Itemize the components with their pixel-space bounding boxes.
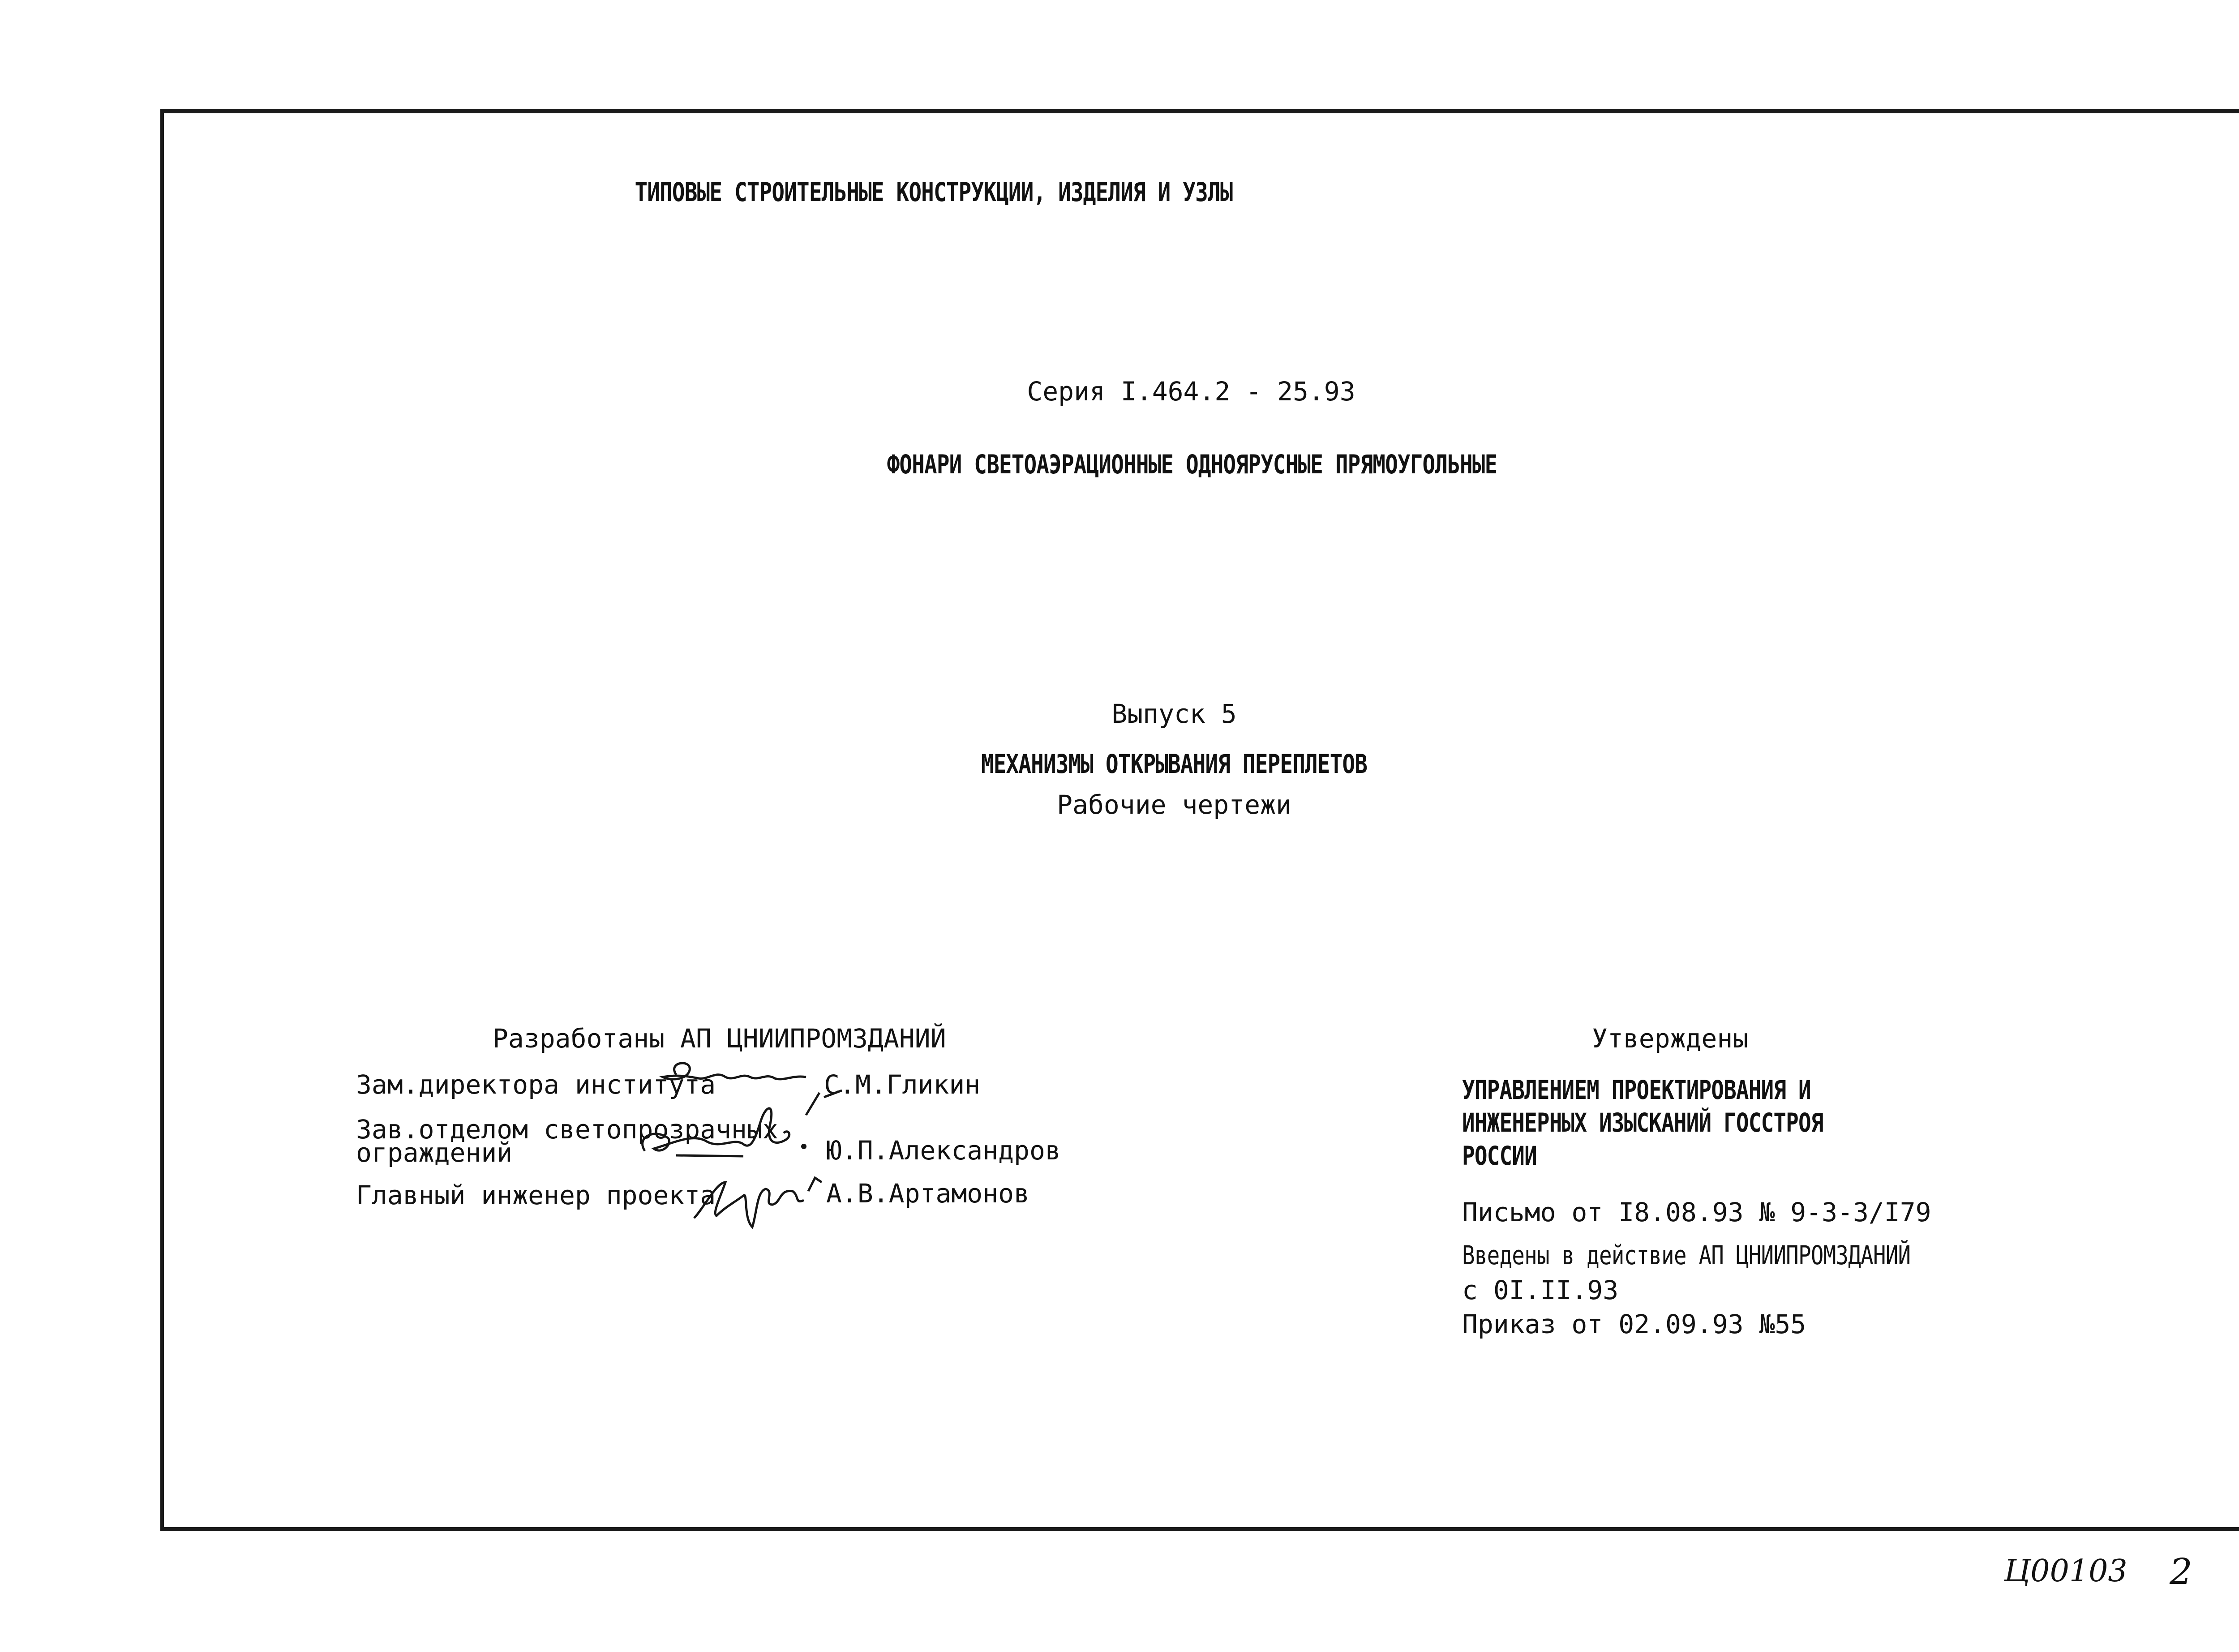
document-header: ТИПОВЫЕ СТРОИТЕЛЬНЫЕ КОНСТРУКЦИИ, ИЗДЕЛИЯ И УЗЛЫ xyxy=(635,177,1233,207)
signature-aleksandrov xyxy=(631,1084,864,1175)
drawing-type: Рабочие чертежи xyxy=(1057,790,1291,820)
department-head-name: Ю.П.Александров xyxy=(826,1135,1061,1166)
approval-letter: Письмо от I8.08.93 № 9-3-3/I79 xyxy=(1462,1197,1931,1227)
page-number: 2 xyxy=(2170,1551,2192,1592)
enacted-line1: Введены в действие АП ЦНИИПРОМЗДАНИЙ xyxy=(1462,1240,1911,1270)
order-reference: Приказ от 02.09.93 №55 xyxy=(1462,1309,1806,1339)
department-head-role-line1: Зав.отделом светопрозрачных xyxy=(356,1114,778,1145)
approved-heading: Утверждены xyxy=(1592,1023,1749,1054)
series-number: Серия I.464.2 - 25.93 xyxy=(1027,376,1355,407)
signature-artamonov xyxy=(685,1164,828,1238)
chief-engineer-role: Главный инженер проекта xyxy=(356,1180,716,1210)
approved-org-line2: ИНЖЕНЕРНЫХ ИЗЫСКАНИЙ ГОССТРОЯ xyxy=(1462,1107,1823,1138)
chief-engineer-name: А.В.Артамонов xyxy=(826,1178,1029,1209)
archive-stamp: Ц00103 xyxy=(2004,1553,2127,1589)
approved-org-line1: УПРАВЛЕНИЕМ ПРОЕКТИРОВАНИЯ И xyxy=(1462,1075,1811,1105)
department-head-role-line2: ограждений xyxy=(356,1137,513,1168)
document-title: ФОНАРИ СВЕТОАЭРАЦИОННЫЕ ОДНОЯРУСНЫЕ ПРЯМОУГОЛЬНЫЕ xyxy=(887,449,1497,480)
drawing-frame xyxy=(160,109,2239,1531)
approved-org-line3: РОССИИ xyxy=(1462,1141,1537,1171)
document-subtitle: МЕХАНИЗМЫ ОТКРЫВАНИЯ ПЕРЕПЛЕТОВ xyxy=(981,749,1368,779)
deputy-director-role: Зам.директора института xyxy=(356,1069,716,1100)
enacted-line2: с 0I.II.93 xyxy=(1462,1275,1619,1305)
issue-number: Выпуск 5 xyxy=(1111,699,1237,729)
developed-heading: Разработаны АП ЦНИИПРОМЗДАНИЙ xyxy=(493,1023,946,1054)
deputy-director-name: С.М.Гликин xyxy=(824,1069,981,1100)
